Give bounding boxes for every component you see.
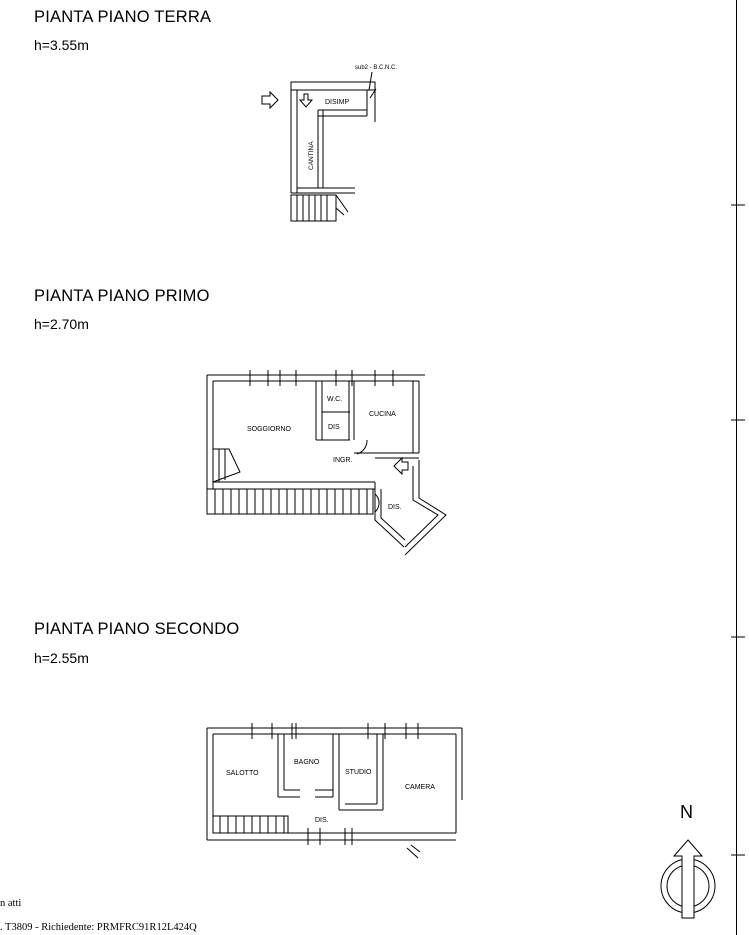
compass-label: N xyxy=(680,802,693,822)
footer-line-2: . T3809 - Richiedente: PRMFRC91R12L424Q xyxy=(0,922,197,933)
room-label-dis-first: DIS xyxy=(328,424,340,431)
floor-height-second: h=2.55m xyxy=(34,650,89,666)
floor-height-ground: h=3.55m xyxy=(34,37,89,53)
room-label-sub: sub2 - B.C.N.C. xyxy=(355,65,398,71)
room-label-wc: W.C. xyxy=(327,396,343,403)
plan-ground-floor xyxy=(262,72,376,221)
room-label-studio: STUDIO xyxy=(345,769,372,776)
room-label-dis-second: DIS. xyxy=(315,817,329,824)
room-label-bagno: BAGNO xyxy=(294,759,320,766)
room-label-disimp: DISIMP xyxy=(325,99,350,106)
floor-title-second: PIANTA PIANO SECONDO xyxy=(34,620,240,638)
room-label-camera: CAMERA xyxy=(405,784,435,791)
room-label-dis-first-2: DIS. xyxy=(388,504,402,511)
room-label-salotto: SALOTTO xyxy=(226,770,259,777)
floor-title-ground: PIANTA PIANO TERRA xyxy=(34,8,212,26)
footer-line-1: n atti xyxy=(0,898,22,909)
floor-height-first: h=2.70m xyxy=(34,316,89,332)
floor-title-first: PIANTA PIANO PRIMO xyxy=(34,287,210,305)
room-label-cucina: CUCINA xyxy=(369,411,396,418)
room-label-soggiorno: SOGGIORNO xyxy=(247,426,291,433)
room-label-cantina: CANTINA xyxy=(308,141,315,170)
north-arrow xyxy=(661,840,715,918)
room-label-ingr: INGR. xyxy=(333,457,353,464)
